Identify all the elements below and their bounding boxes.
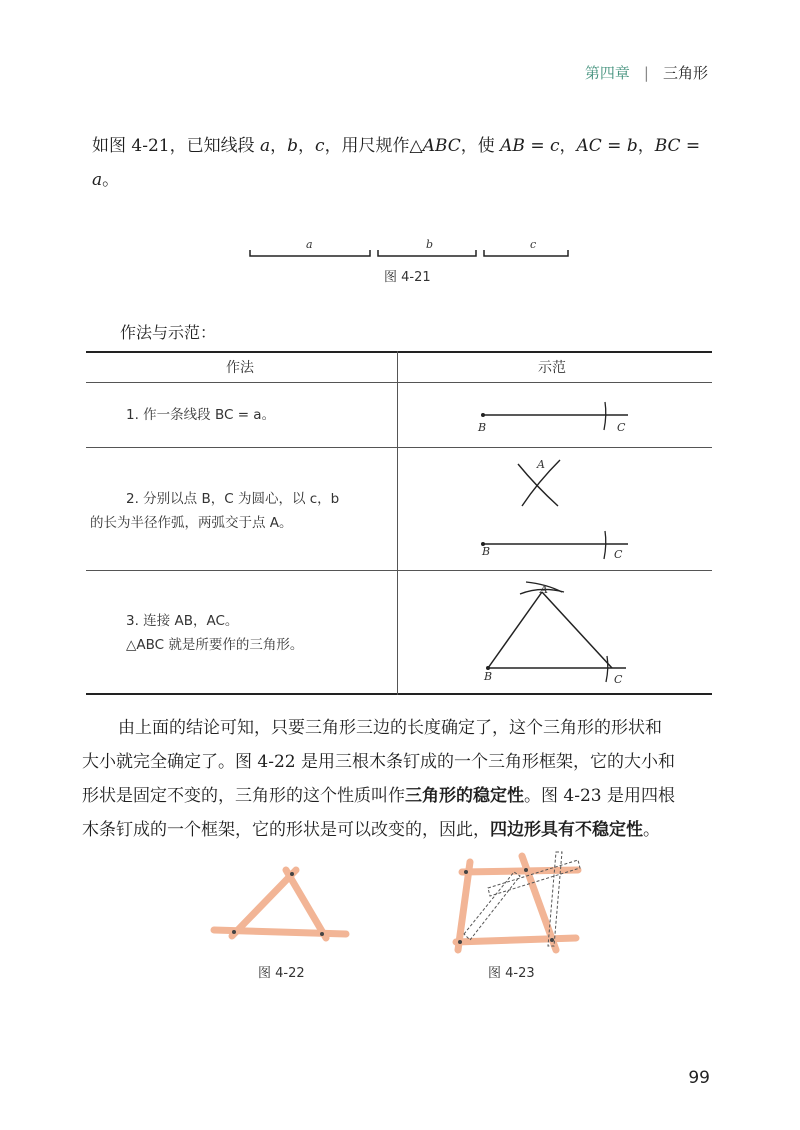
segment-c-label: c	[530, 238, 537, 251]
stability-paragraph	[82, 711, 720, 847]
demo-2-label-c: C	[614, 548, 623, 561]
eq-ab: AB = c	[500, 136, 560, 156]
method-heading: 作法与示范：	[120, 323, 217, 342]
var-a: a	[260, 136, 271, 156]
chapter-label: 第四章	[584, 64, 630, 82]
demo-1-label-b: B	[478, 421, 487, 434]
intro-text-1: 如图 4-21，已知线段	[92, 136, 260, 156]
figure-4-22-triangle-frame	[208, 862, 368, 952]
segment-a-label: a	[306, 238, 313, 251]
demo-step-2	[476, 456, 636, 566]
demo-step-3	[476, 580, 636, 690]
body-line-1: 由上面的结论可知，只要三角形三边的长度确定了，这个三角形的形状和	[118, 718, 662, 738]
comma: ，	[298, 136, 316, 156]
eq-ac: AC = b	[576, 136, 638, 156]
var-c: c	[315, 136, 325, 156]
step-1-text: 1. 作一条线段 BC = a。	[126, 407, 276, 423]
segment-b-label: b	[426, 238, 434, 251]
comma: ，	[559, 136, 577, 156]
step-2-text-line2: 的长为半径作弧，两弧交于点 A。	[90, 515, 293, 531]
header-separator: |	[643, 64, 649, 82]
body-line-3a: 形状是固定不变的，三角形的这个性质叫作	[82, 786, 405, 806]
demo-3-label-a: A	[540, 583, 548, 596]
term-quadrilateral-instability: 四边形具有不稳定性	[490, 820, 643, 840]
step-3-text-line2: △ABC 就是所要作的三角形。	[126, 637, 304, 653]
body-line-4	[82, 813, 720, 847]
body-line-4c: 。	[643, 820, 660, 840]
term-triangle-stability: 三角形的稳定性	[405, 786, 524, 806]
comma: ，	[270, 136, 288, 156]
figure-4-23-quadrilateral-frame	[444, 846, 594, 956]
demo-2-label-a: A	[537, 458, 545, 471]
column-divider	[397, 351, 398, 695]
demo-3-label-c: C	[614, 673, 623, 686]
demo-2-label-b: B	[482, 545, 491, 558]
step-2-text-line1: 2. 分别以点 B，C 为圆心，以 c，b	[126, 491, 340, 507]
body-line-3	[82, 779, 720, 813]
comma: ，	[637, 136, 655, 156]
page-number: 99	[688, 1068, 710, 1088]
figure-4-21-caption: 图 4-21	[384, 270, 431, 285]
header-demo: 示范	[538, 360, 566, 376]
intro-paragraph	[92, 129, 720, 197]
var-b: b	[287, 136, 299, 156]
demo-step-1	[476, 400, 636, 440]
figure-4-22-caption: 图 4-22	[258, 966, 305, 981]
eq-bc: BC = a	[92, 136, 701, 190]
segment-c	[484, 250, 568, 256]
intro-text-2: ，用尺规作△	[324, 136, 423, 156]
triangle-abc: ABC	[422, 136, 461, 156]
figure-4-23-caption: 图 4-23	[488, 966, 535, 981]
intro-text-3: ，使	[460, 136, 501, 156]
section-label: 三角形	[662, 64, 708, 82]
body-line-3c: 。图 4-23 是用四根	[524, 786, 675, 806]
period: 。	[102, 170, 120, 190]
step-3-text-line1: 3. 连接 AB，AC。	[126, 613, 239, 629]
header-method: 作法	[226, 360, 254, 376]
body-line-4a: 木条钉成的一个框架，它的形状是可以改变的，因此，	[82, 820, 490, 840]
body-line-2: 大小就完全确定了。图 4-22 是用三根木条钉成的一个三角形框架，它的大小和	[82, 752, 675, 772]
running-header	[585, 62, 708, 83]
demo-1-label-c: C	[617, 421, 626, 434]
demo-3-label-b: B	[484, 670, 493, 683]
